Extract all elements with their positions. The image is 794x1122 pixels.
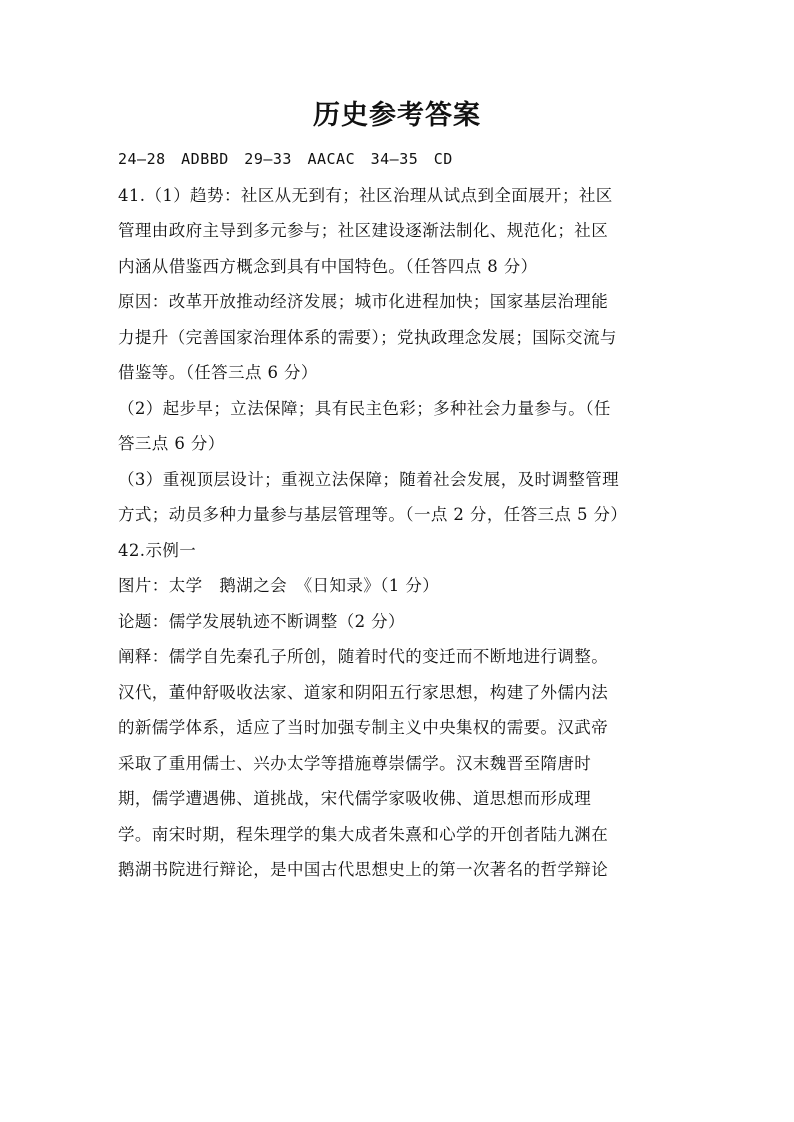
text-line: 力提升（完善国家治理体系的需要）；党执政理念发展；国际交流与 — [118, 327, 617, 347]
text-line: 汉代，董仲舒吸收法家、道家和阴阳五行家思想，构建了外儒内法 — [118, 682, 609, 702]
text-line: 的新儒学体系，适应了当时加强专制主义中央集权的需要。汉武帝 — [118, 718, 609, 737]
text-line: 论题：儒学发展轨迹不断调整（2 分） — [118, 611, 405, 631]
text-line: 答三点 6 分） — [118, 434, 225, 453]
text-line: 内涵从借鉴西方概念到具有中国特色。（任答四点 8 分） — [118, 256, 538, 276]
text-line: 原因：改革开放推动经济发展；城市化进程加快；国家基层治理能 — [118, 292, 609, 311]
text-line: 借鉴等。（任答三点 6 分） — [118, 363, 318, 382]
text-line: 期，儒学遭遇佛、道挑战，宋代儒学家吸收佛、道思想而形成理 — [118, 789, 592, 808]
text-line: 管理由政府主导到多元参与；社区建设逐渐法制化、规范化；社区 — [118, 221, 609, 240]
text-line: 42.示例一 — [118, 540, 197, 560]
text-line: 阐释：儒学自先秦孔子所创，随着时代的变迁而不断地进行调整。 — [118, 647, 609, 666]
text-line: 鹅湖书院进行辩论，是中国古代思想史上的第一次著名的哲学辩论 — [118, 860, 609, 879]
answer-body — [118, 142, 688, 888]
text-line: 方式；动员多种力量参与基层管理等。（一点 2 分，任答三点 5 分） — [118, 505, 628, 524]
text-line: 图片：太学 鹅湖之会 《日知录》（1 分） — [118, 576, 440, 595]
text-line: 学。南宋时期，程朱理学的集大成者朱熹和心学的开创者陆九渊在 — [118, 824, 609, 844]
choice-answers-line: 24—28 ADBBD 29—33 AACAC 34—35 CD — [118, 150, 453, 168]
text-line: 采取了重用儒士、兴办太学等措施尊崇儒学。汉末魏晋至隋唐时 — [118, 753, 592, 773]
text-line: 41.（1）趋势：社区从无到有；社区治理从试点到全面展开；社区 — [118, 185, 613, 205]
text-line: （3）重视顶层设计；重视立法保障；随着社会发展，及时调整管理 — [118, 469, 619, 489]
page-title: 历史参考答案 — [313, 100, 481, 131]
text-line: （2）起步早；立法保障；具有民主色彩；多种社会力量参与。（任 — [118, 398, 611, 418]
